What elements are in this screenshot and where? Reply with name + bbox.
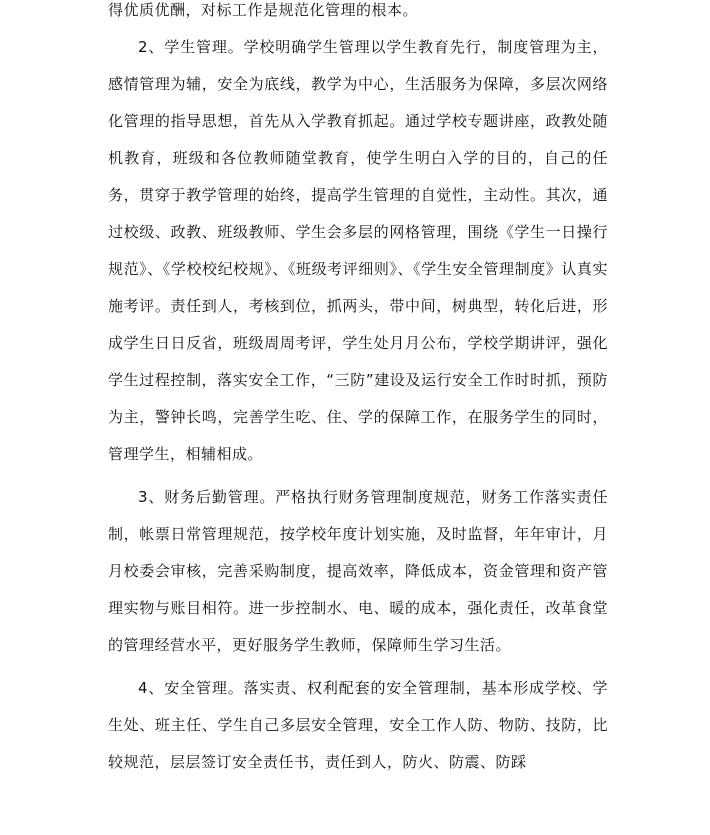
paragraph-student-management: 2、学生管理。学校明确学生管理以学生教育先行，制度管理为主，感情管理为辅，安全为底线，教学为中心，生活服务为保障，多层次网络化管理的指导思想，首先从入学教育抓起。通过学校专题讲座，政教处随机教育，班级和各位教师随堂教育，使学生明白入学的目的，自己的任务，贯穿于教学管理的始终，提高学生管理的自觉性，主动性。其次，通过校级、政教、班级教师、学生会多层的网格管理，围绕《学生一日操行规范》、《学校校纪校规》、《班级考评细则》、《学生安全管理制度》认真实施考评。责任到人，考核到位，抓两头，带中间，树典型，转化后进，形成学生日日反省，班级周周考评，学生处月月公布，学校学期讲评，强化学生过程控制，落实安全工作，“三防”建设及运行安全工作时时抓，预防为主，警钟长鸣，完善学生吃、住、学的保障工作，在服务学生的同时，管理学生，相辅相成。 [108, 38, 608, 463]
paragraph-finance-logistics: 3、财务后勤管理。严格执行财务管理制度规范，财务工作落实责任制，帐票日常管理规范，按学校年度计划实施，及时监督，年年审计，月月校委会审核，完善采购制度，提高效率，降低成本，资金管理和资产管理实物与账目相符。进一步控制水、电、暖的成本，强化责任，改革食堂的管理经营水平，更好服务学生教师，保障师生学习生活。 [108, 488, 608, 654]
paragraph-safety-management: 4、安全管理。落实责、权利配套的安全管理制，基本形成学校、学生处、班主任、学生自己多层安全管理，安全工作人防、物防、技防，比较规范，层层签订安全责任书，责任到人，防火、防震、防踩 [108, 679, 608, 771]
document-body [108, 0, 608, 781]
lead-fragment: 得优质优酬，对标工作是规范化管理的根本。 [108, 1, 419, 19]
